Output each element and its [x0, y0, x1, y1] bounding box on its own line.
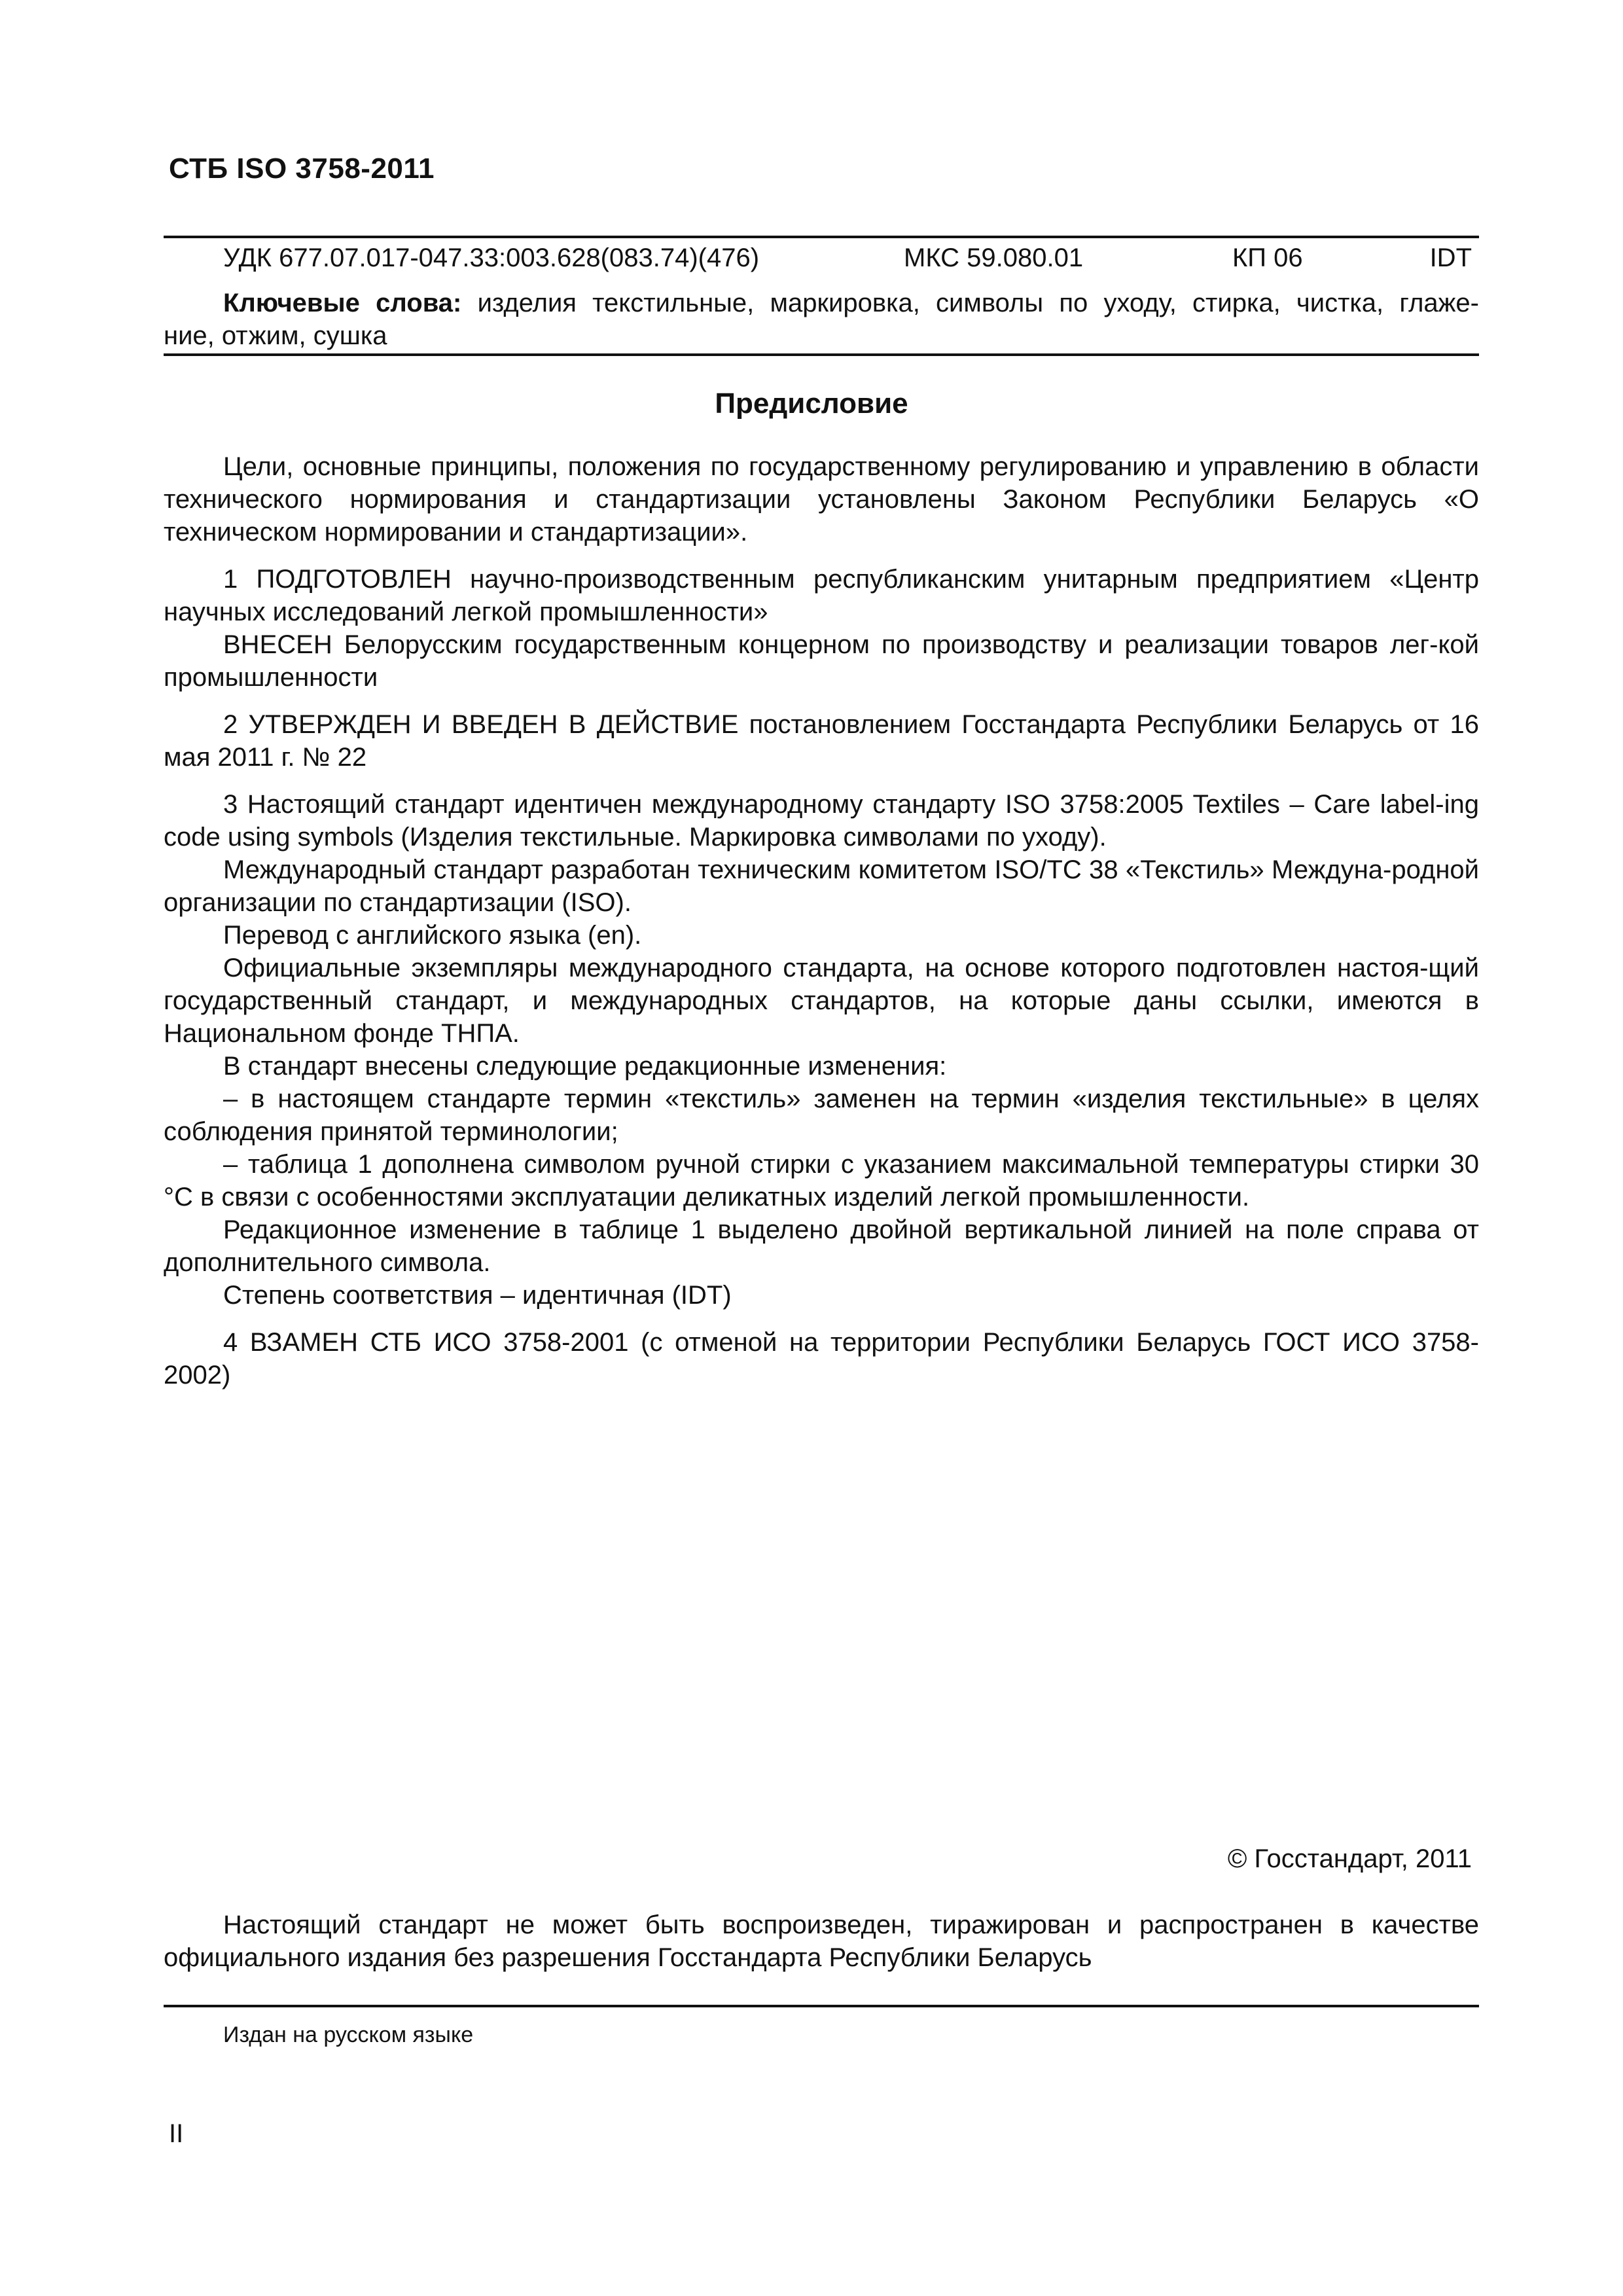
- bottom-rule: [164, 2005, 1479, 2007]
- middle-rule: [164, 353, 1479, 356]
- preface-paragraph: 1 ПОДГОТОВЛЕН научно-производственным республиканским унитарным предприятием «Центр научных исследований легкой промышленности»: [164, 565, 1479, 626]
- preface-paragraph: Международный стандарт разработан техническим комитетом ISO/TC 38 «Текстиль» Междуна-родной организации по стандартизации (ISO).: [164, 855, 1479, 917]
- keywords-block: [164, 287, 1479, 352]
- reproduction-notice: Настоящий стандарт не может быть воспроизведен, тиражирован и распространен в качестве официального издания без разрешения Госстандарта Республики Беларусь: [164, 1910, 1479, 1972]
- copyright-line: © Госстандарт, 2011: [1227, 1844, 1472, 1873]
- preface-paragraph: – в настоящем стандарте термин «текстиль» заменен на термин «изделия текстильные» в целях соблюдения принятой терминологии;: [164, 1085, 1479, 1146]
- preface-paragraph: Степень соответствия – идентичная (IDT): [223, 1281, 732, 1310]
- preface-paragraph: В стандарт внесены следующие редакционные изменения:: [223, 1052, 947, 1081]
- preface-paragraph: Редакционное изменение в таблице 1 выделено двойной вертикальной линией на поле справа от дополнительного символа.: [164, 1215, 1479, 1277]
- document-code: СТБ ISO 3758-2011: [169, 152, 435, 185]
- preface-paragraph: Официальные экземпляры международного стандарта, на основе которого подготовлен настоя-щий государственный стандарт, и международных стандартов, на которые даны ссылки, имеются в Национальном фонде ТНПА.: [164, 954, 1479, 1048]
- mks-code: МКС 59.080.01: [904, 243, 1084, 272]
- preface-paragraph: Цели, основные принципы, положения по государственному регулированию и управлению в области технического нормирования и стандартизации установлены Законом Республики Беларусь «О техническом нормировании и стандартизации».: [164, 452, 1479, 547]
- preface-paragraph: 3 Настоящий стандарт идентичен международному стандарту ISO 3758:2005 Textiles – Care label-ing code using symbols (Изделия текстильные. Маркировка символами по уходу).: [164, 790, 1479, 852]
- classification-row: [0, 243, 1623, 280]
- top-rule: [164, 236, 1479, 238]
- preface-paragraph: – таблица 1 дополнена символом ручной стирки с указанием максимальной температуры стирки 30 °С в связи с особенностями эксплуатации деликатных изделий легкой промышленности.: [164, 1150, 1479, 1211]
- udk-code: УДК 677.07.017-047.33:003.628(083.74)(476): [223, 243, 760, 272]
- keywords-label: Ключевые слова:: [223, 289, 462, 317]
- preface-paragraph: ВНЕСЕН Белорусским государственным концерном по производству и реализации товаров лег-кой промышленности: [164, 630, 1479, 692]
- page-number: II: [169, 2119, 184, 2148]
- idt-code: IDT: [1429, 243, 1472, 272]
- preface-title: Предисловие: [715, 387, 908, 420]
- published-language: Издан на русском языке: [223, 2022, 474, 2047]
- keywords-text-1: изделия текстильные, маркировка, символы по уходу, стирка, чистка, глаже-: [477, 289, 1479, 317]
- preface-body: [164, 450, 1479, 1391]
- kp-code: КП 06: [1232, 243, 1303, 272]
- keywords-line-1: [164, 287, 1479, 319]
- preface-paragraph: Перевод с английского языка (en).: [223, 921, 642, 950]
- preface-paragraph: 4 ВЗАМЕН СТБ ИСО 3758-2001 (с отменой на территории Республики Беларусь ГОСТ ИСО 3758-2002): [164, 1328, 1479, 1390]
- preface-paragraph: 2 УТВЕРЖДЕН И ВВЕДЕН В ДЕЙСТВИЕ постановлением Госстандарта Республики Беларусь от 16 мая 2011 г. № 22: [164, 710, 1479, 772]
- keywords-line-2: ние, отжим, сушка: [164, 321, 387, 350]
